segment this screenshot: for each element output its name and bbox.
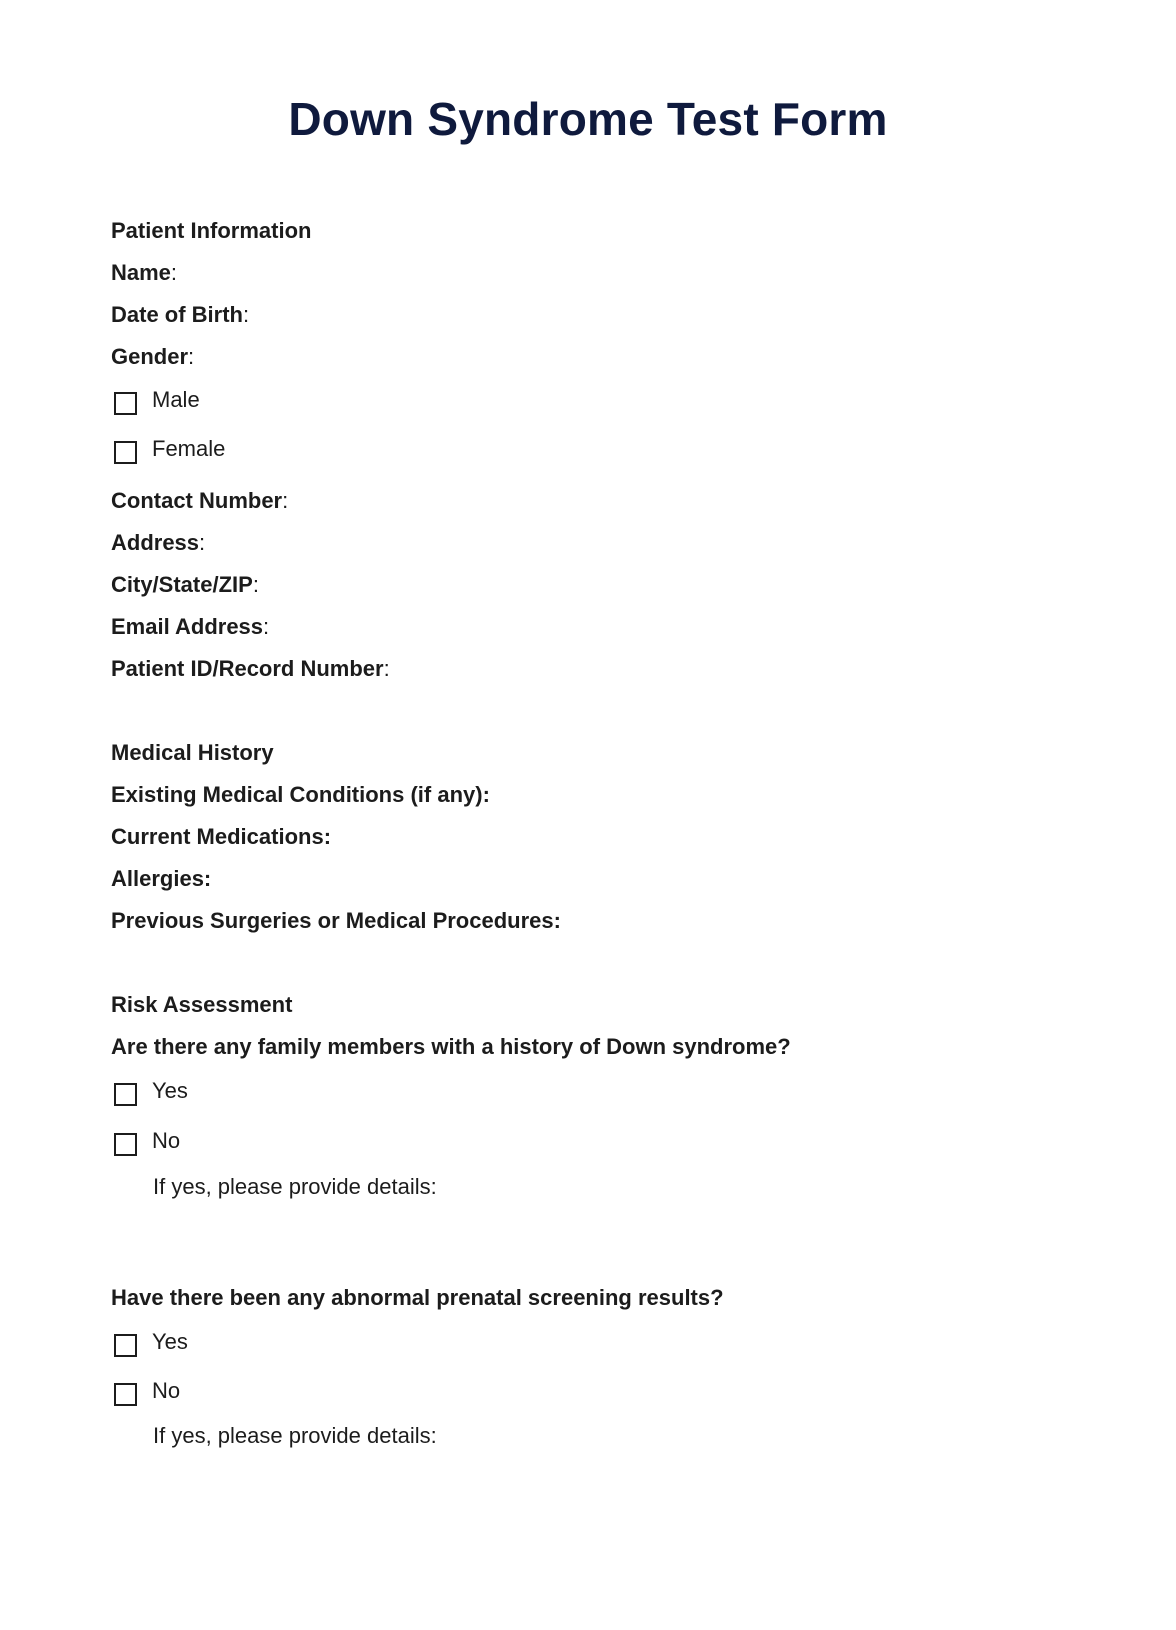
contact-number-label: Contact Number (111, 488, 283, 513)
prenatal-screening-no-checkbox[interactable] (114, 1383, 137, 1406)
date-of-birth-field[interactable]: Date of Birth: (111, 302, 250, 327)
contact-number-field[interactable]: Contact Number: (111, 488, 289, 513)
female-label: Female (152, 436, 226, 461)
city-state-zip-field[interactable]: City/State/ZIP: (111, 572, 259, 597)
risk-assessment-heading: Risk Assessment (111, 992, 293, 1017)
family-history-yes-checkbox[interactable] (114, 1083, 137, 1106)
prenatal-screening-option-no[interactable] (114, 1377, 180, 1405)
address-field[interactable]: Address: (111, 530, 206, 555)
name-field[interactable]: Name: (111, 260, 178, 285)
date-of-birth-label: Date of Birth (111, 302, 243, 327)
email-address-label: Email Address (111, 614, 264, 639)
patient-information-heading: Patient Information (111, 218, 312, 243)
city-state-zip-label: City/State/ZIP (111, 572, 253, 597)
female-checkbox[interactable] (114, 441, 137, 464)
medical-history-heading: Medical History (111, 740, 274, 765)
family-history-no-checkbox[interactable] (114, 1133, 137, 1156)
gender-option-female[interactable] (114, 435, 225, 463)
name-label: Name (111, 260, 171, 285)
family-history-details-prompt[interactable]: If yes, please provide details: (153, 1174, 437, 1199)
prenatal-screening-option-yes[interactable] (114, 1328, 188, 1356)
patient-id-field[interactable]: Patient ID/Record Number: (111, 656, 390, 681)
gender-label: Gender (111, 344, 189, 369)
male-checkbox[interactable] (114, 392, 137, 415)
prenatal-screening-details-prompt[interactable]: If yes, please provide details: (153, 1423, 437, 1448)
address-label: Address (111, 530, 200, 555)
current-medications-label[interactable]: Current Medications: (111, 824, 332, 849)
allergies-label[interactable]: Allergies: (111, 866, 212, 891)
yes-label: Yes (152, 1329, 188, 1354)
family-history-question: Are there any family members with a history of Down syndrome? (111, 1034, 791, 1059)
no-label: No (152, 1128, 181, 1153)
family-history-option-no[interactable] (114, 1127, 180, 1155)
page-title: Down Syndrome Test Form (288, 93, 888, 145)
no-label: No (152, 1378, 181, 1403)
yes-label: Yes (152, 1078, 188, 1103)
gender-field: Gender: (111, 344, 195, 369)
family-history-option-yes[interactable] (114, 1077, 188, 1105)
prenatal-screening-yes-checkbox[interactable] (114, 1334, 137, 1357)
patient-id-label: Patient ID/Record Number (111, 656, 384, 681)
prenatal-screening-question: Have there been any abnormal prenatal screening results? (111, 1285, 724, 1310)
male-label: Male (152, 387, 200, 412)
gender-option-male[interactable] (114, 386, 200, 414)
previous-surgeries-label[interactable]: Previous Surgeries or Medical Procedures: (111, 908, 561, 933)
email-address-field[interactable]: Email Address: (111, 614, 270, 639)
existing-conditions-label[interactable]: Existing Medical Conditions (if any): (111, 782, 490, 807)
